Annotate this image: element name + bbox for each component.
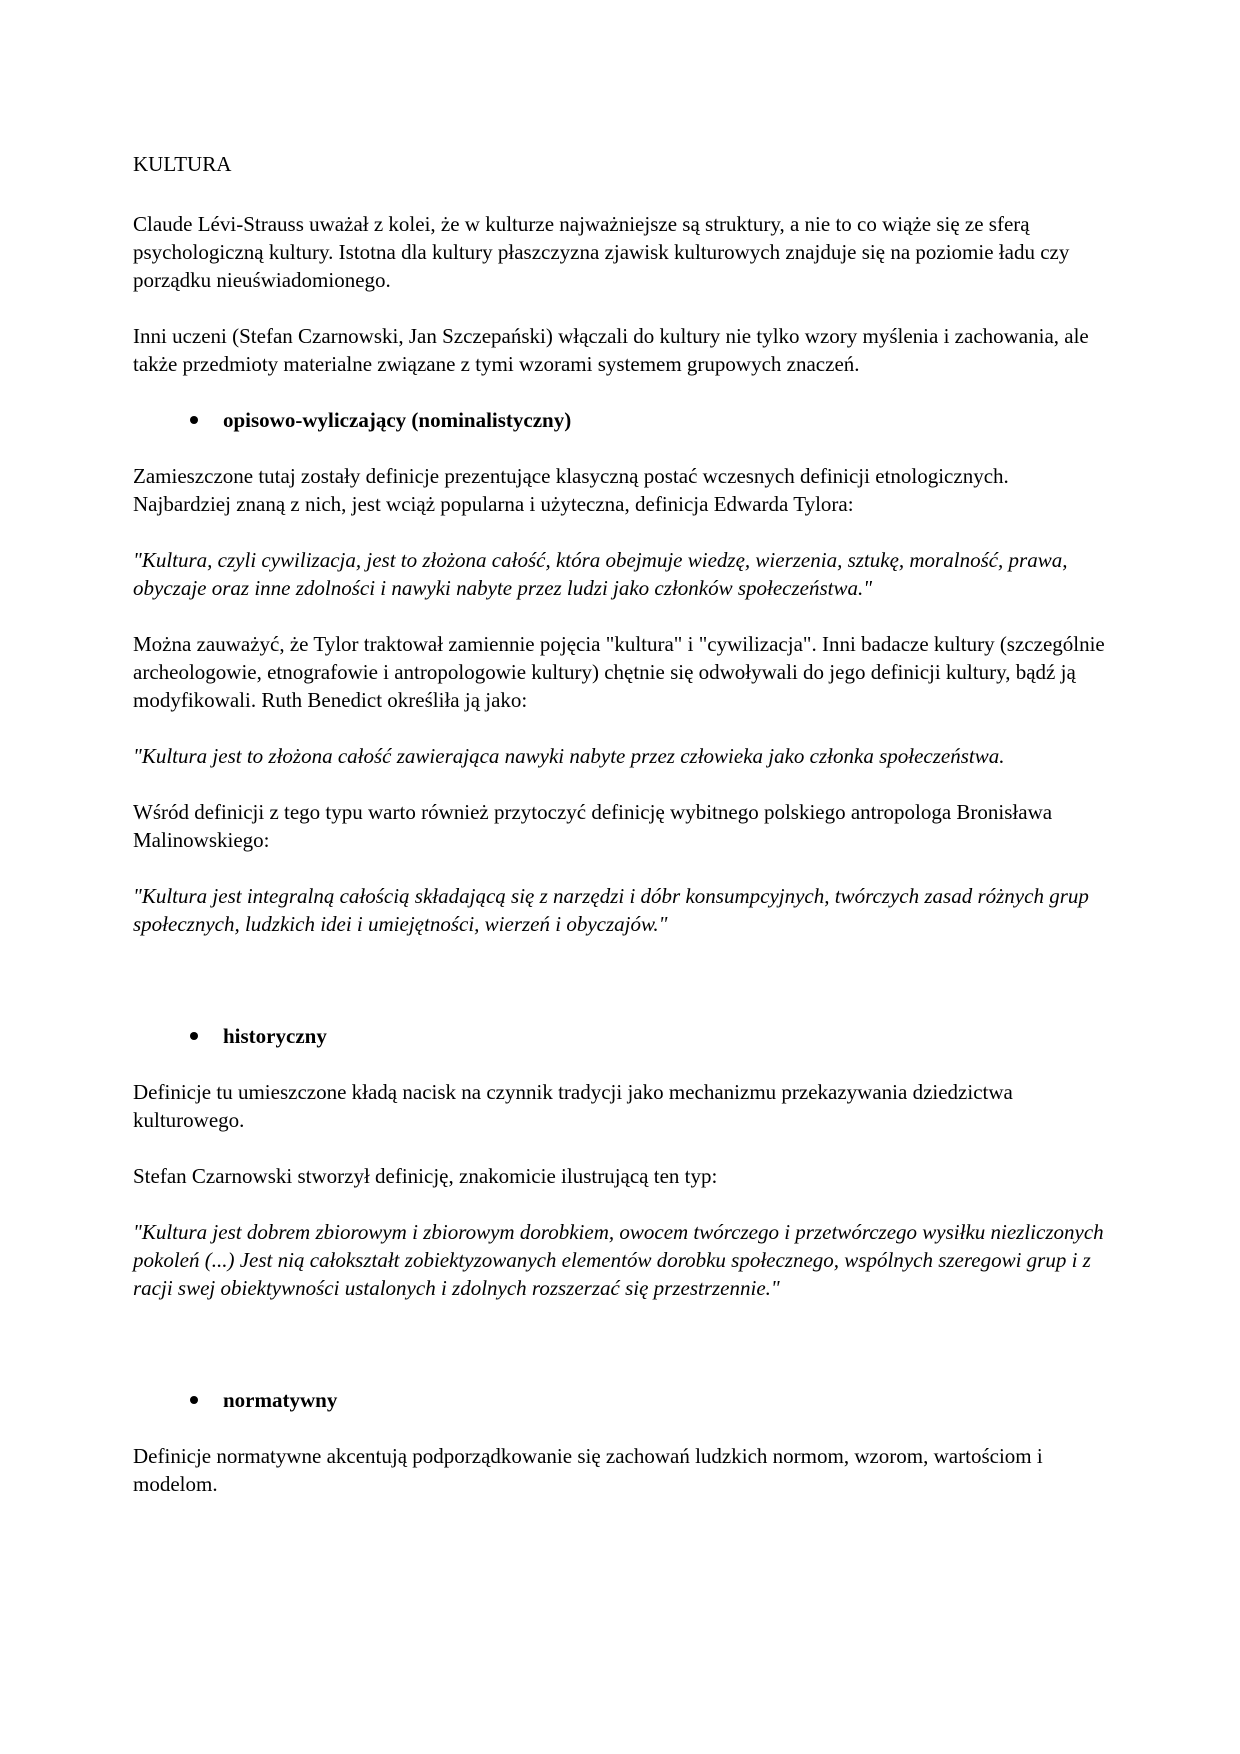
bullet-icon — [190, 416, 198, 424]
quote-tylor: "Kultura, czyli cywilizacja, jest to złożona całość, która obejmuje wiedzę, wierzenia, sztukę, moralność, prawa, obyczaje oraz inne zdolności i nawyki nabyte przez ludzi jako członków społeczeństwa." — [133, 548, 1068, 600]
bullet-item-normatywny — [133, 1386, 1108, 1414]
bullet-label: normatywny — [223, 1388, 338, 1412]
paragraph-definicje-tu: Definicje tu umieszczone kładą nacisk na czynnik tradycji jako mechanizmu przekazywania dziedzictwa kulturowego. — [133, 1080, 1013, 1132]
paragraph-levi-strauss: Claude Lévi-Strauss uważał z kolei, że w kulturze najważniejsze są struktury, a nie to co wiąże się ze sferą psychologiczną kultury. Istotna dla kultury płaszczyzna zjawisk kulturowych znajduje się na poziomie ładu czy porządku nieuświadomionego. — [133, 212, 1070, 292]
paragraph-definicje-normatywne: Definicje normatywne akcentują podporządkowanie się zachowań ludzkich normom, wzorom, wartościom i modelom. — [133, 1444, 1043, 1496]
bullet-label-paren-text: nominalistyczny — [418, 408, 565, 432]
paragraph-wsrod-definicji: Wśród definicji z tego typu warto również przytoczyć definicję wybitnego polskiego antropologa Bronisława Malinowskiego: — [133, 800, 1053, 852]
bullet-label-paren-open: ( — [406, 408, 419, 432]
bullet-label: historyczny — [223, 1024, 327, 1048]
bullet-label-main: opisowo-wyliczający — [223, 408, 407, 432]
bullet-icon — [190, 1396, 198, 1404]
page-title: KULTURA — [133, 152, 232, 176]
paragraph-mozna-zauwazyc: Można zauważyć, że Tylor traktował zamiennie pojęcia "kultura" i "cywilizacja". Inni badacze kultury (szczególnie archeologowie, etnografowie i antropologowie kultury) chętnie się odwoływali do jego definicji kultury, bądź ją modyfikowali. Ruth Benedict określiła ją jako: — [133, 632, 1105, 712]
bullet-label — [223, 406, 571, 434]
quote-malinowski: "Kultura jest integralną całością składającą się z narzędzi i dóbr konsumpcyjnych, twórczych zasad różnych grup społecznych, ludzkich idei i umiejętności, wierzeń i obyczajów." — [133, 884, 1089, 936]
paragraph-inni-uczeni: Inni uczeni (Stefan Czarnowski, Jan Szczepański) włączali do kultury nie tylko wzory myślenia i zachowania, ale także przedmioty materialne związane z tymi wzorami systemem grupowych znaczeń. — [133, 324, 1089, 376]
paragraph-zamieszczone: Zamieszczone tutaj zostały definicje prezentujące klasyczną postać wczesnych definicji etnologicznych. Najbardziej znaną z nich, jest wciąż popularna i użyteczna, definicja Edwarda Tylora: — [133, 464, 1009, 516]
quote-benedict: "Kultura jest to złożona całość zawierająca nawyki nabyte przez człowieka jako członka społeczeństwa. — [133, 744, 1005, 768]
bullet-icon — [190, 1032, 198, 1040]
bullet-label-paren-close: ) — [564, 408, 572, 432]
bullet-item-historyczny — [133, 1022, 1108, 1050]
quote-czarnowski: "Kultura jest dobrem zbiorowym i zbiorowym dorobkiem, owocem twórczego i przetwórczego wysiłku niezliczonych pokoleń (...) Jest nią całokształt zobiektyzowanych elementów dorobku społecznego, wspólnych szeregowi grup i z racji swej obiektywności ustalonych i zdolnych rozszerzać się przestrzennie." — [133, 1220, 1104, 1300]
paragraph-stefan-czarnowski: Stefan Czarnowski stworzył definicję, znakomicie ilustrującą ten typ: — [133, 1164, 718, 1188]
bullet-item-opisowo-wyliczajacy — [133, 406, 1108, 434]
